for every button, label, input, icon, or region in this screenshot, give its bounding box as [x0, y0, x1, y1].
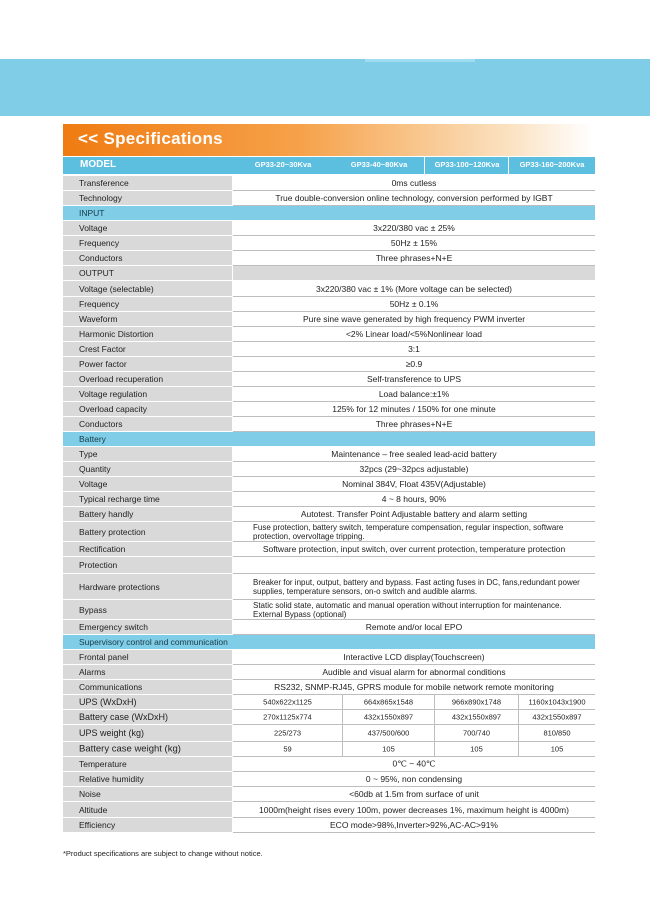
row-label: Voltage regulation [79, 389, 148, 399]
row-label: Conductors [79, 253, 123, 263]
model-value: 105 [550, 744, 564, 754]
row-label: Bypass [79, 604, 107, 615]
table-row [63, 477, 595, 492]
model-value: 437/500/600 [367, 728, 410, 738]
model-divider [424, 157, 425, 174]
row-value-cell [233, 695, 595, 710]
model-value-cell [435, 695, 519, 709]
row-value-cell [233, 342, 595, 357]
model-value-cell [233, 710, 343, 724]
row-label: Noise [79, 789, 101, 799]
row-value-cell [233, 281, 595, 297]
row-label-cell [63, 462, 232, 477]
row-value: Three phrases+N+E [375, 419, 453, 429]
table-row [63, 342, 595, 357]
row-label-cell [63, 574, 232, 600]
model-value-cell [519, 742, 595, 756]
table-row [63, 680, 595, 695]
row-label: UPS weight (kg) [79, 728, 145, 738]
row-label: Typical recharge time [79, 494, 160, 504]
table-row [63, 462, 595, 477]
section-label-cell [63, 266, 232, 281]
specifications-title: << Specifications [78, 129, 223, 148]
table-row [63, 725, 595, 742]
model-value: 432x1550x897 [363, 712, 414, 722]
row-value-cell [233, 297, 595, 312]
table-row [63, 191, 595, 206]
row-label: Overload recuperation [79, 374, 164, 384]
row-value: Self-transference to UPS [366, 374, 461, 384]
table-row [63, 357, 595, 372]
row-value: 1000m(height rises every 100m, power decreases 1%, maximum height is 4000m) [259, 804, 569, 815]
row-label: Alarms [79, 667, 106, 677]
row-value-cell [233, 600, 595, 620]
table-row [63, 574, 595, 600]
row-label: Power factor [79, 359, 127, 369]
section-title: INPUT [79, 208, 105, 218]
model-value-cell [519, 695, 595, 709]
row-value-cell [233, 802, 595, 818]
row-label-cell [63, 251, 232, 266]
model-label: MODEL [80, 159, 117, 170]
table-row [63, 650, 595, 665]
row-label-cell [63, 492, 232, 507]
row-value: Nominal 384V, Float 435V(Adjustable) [342, 479, 486, 489]
model-value: 810/850 [543, 728, 571, 738]
model-value: 105 [382, 744, 395, 754]
model-value: 540x622x1125 [263, 697, 312, 707]
footnote: *Product specifications are subject to change without notice. [63, 849, 263, 858]
row-label-cell [63, 557, 232, 574]
row-value: RS232, SNMP-RJ45, GPRS module for mobile network remote monitoring [274, 682, 554, 692]
table-row [63, 492, 595, 507]
section-header [63, 266, 595, 281]
row-label-cell [63, 312, 232, 327]
top-banner-tab [365, 59, 475, 62]
row-value-cell [233, 357, 595, 372]
row-value: <2% Linear load/<5%Nonlinear load [345, 329, 483, 339]
row-value: Remote and/or local EPO [365, 622, 463, 632]
row-label-cell [63, 787, 232, 802]
row-label: Efficiency [79, 820, 116, 830]
row-value-cell [233, 477, 595, 492]
row-label-cell [63, 772, 232, 787]
row-label-cell [63, 650, 232, 665]
row-label: Battery protection [79, 526, 146, 537]
row-label: Battery case (WxDxH) [79, 712, 169, 722]
row-value: 3x220/380 vac ± 1% (More voltage can be selected) [315, 283, 513, 294]
row-value-cell [233, 680, 595, 695]
row-label-cell [63, 710, 232, 725]
row-value-cell [233, 787, 595, 802]
row-label: Relative humidity [79, 774, 144, 784]
table-row [63, 802, 595, 818]
row-label-cell [63, 477, 232, 492]
table-row [63, 236, 595, 251]
row-label-cell [63, 221, 232, 236]
section-header [63, 432, 595, 446]
section-title: Supervisory control and communication [79, 637, 228, 647]
row-label: Emergency switch [79, 622, 148, 632]
row-label: Battery case weight (kg) [79, 743, 181, 755]
row-label-cell [63, 372, 232, 387]
table-row [63, 557, 595, 574]
row-label-cell [63, 191, 232, 206]
row-value-cell [233, 312, 595, 327]
row-value: 32pcs (29~32pcs adjustable) [359, 464, 469, 474]
row-value-cell [233, 710, 595, 725]
row-label-cell [63, 342, 232, 357]
row-value-cell [233, 757, 595, 772]
row-value-cell [233, 462, 595, 477]
row-label: UPS (WxDxH) [79, 697, 137, 707]
row-value: 3:1 [408, 344, 420, 354]
row-label-cell [63, 802, 232, 818]
row-label-cell [63, 725, 232, 742]
model-value-cell [435, 742, 519, 756]
row-value: 125% for 12 minutes / 150% for one minute [332, 404, 496, 414]
row-value-cell [233, 665, 595, 680]
section-title: Battery [79, 434, 106, 444]
table-row [63, 710, 595, 725]
row-label-cell [63, 417, 232, 432]
row-value-cell [233, 742, 595, 757]
row-label-cell [63, 818, 232, 833]
section-title: OUTPUT [79, 268, 114, 278]
model-value: 700/740 [462, 728, 491, 738]
row-label: Protection [79, 560, 118, 570]
row-value-cell [233, 417, 595, 432]
table-row [63, 600, 595, 620]
table-row [63, 742, 595, 757]
model-value-cell [519, 710, 595, 724]
top-banner [0, 59, 650, 116]
row-value: Pure sine wave generated by high frequency PWM inverter [302, 314, 526, 324]
section-header [63, 206, 595, 220]
row-value-cell [233, 251, 595, 266]
row-label: Frontal panel [79, 652, 129, 662]
row-label-cell [63, 447, 232, 462]
row-label: Frequency [79, 238, 120, 248]
table-row [63, 695, 595, 710]
row-label: Conductors [79, 419, 123, 429]
row-label: Voltage [79, 479, 108, 489]
row-value-cell [233, 818, 595, 833]
row-label: Voltage [79, 223, 108, 233]
row-value-cell [233, 620, 595, 635]
table-row [63, 665, 595, 680]
table-row [63, 757, 595, 772]
model-value: 966x890x1748 [451, 697, 502, 707]
row-label: Altitude [79, 804, 108, 815]
model-value: 432x1550x897 [451, 712, 502, 722]
row-value: 3x220/380 vac ± 25% [373, 223, 455, 233]
table-row [63, 620, 595, 635]
model-value: 664x865x1548 [363, 697, 414, 707]
row-value-cell [233, 492, 595, 507]
table-row [63, 402, 595, 417]
table-row [63, 522, 595, 542]
row-label-cell [63, 757, 232, 772]
row-label-cell [63, 665, 232, 680]
model-value-cell [435, 710, 519, 724]
row-value-cell [233, 447, 595, 462]
row-label: Quantity [79, 464, 111, 474]
row-value-cell [233, 557, 595, 574]
row-label-cell [63, 387, 232, 402]
row-value-cell [233, 327, 595, 342]
row-label: Temperature [79, 759, 127, 769]
model-value-cell [343, 695, 435, 709]
row-label-cell [63, 680, 232, 695]
row-value: True double-conversion online technology, conversion performed by IGBT [275, 193, 553, 203]
row-label-cell [63, 742, 232, 757]
table-row [63, 327, 595, 342]
row-value-cell [233, 507, 595, 522]
section-header [63, 635, 595, 649]
model-value-cell [519, 725, 595, 741]
row-value: 0 ~ 95%, non condensing [365, 774, 463, 784]
row-label-cell [63, 600, 232, 620]
table-row [63, 447, 595, 462]
row-value: ECO mode>98%,Inverter>92%,AC-AC>91% [330, 820, 498, 830]
model-value-cell [435, 725, 519, 741]
row-value: Maintenance – free sealed lead-acid battery [331, 449, 497, 459]
row-value-cell [233, 772, 595, 787]
row-value: <60db at 1.5m from surface of unit [349, 789, 479, 799]
row-value: 4 ~ 8 hours, 90% [381, 494, 447, 504]
model-value: 105 [470, 744, 483, 754]
table-row [63, 787, 595, 802]
table-row [63, 281, 595, 297]
row-label: Harmonic Distortion [79, 329, 154, 339]
row-label-cell [63, 695, 232, 710]
row-value: Software protection, input switch, over current protection, temperature protection [262, 544, 566, 554]
table-row [63, 417, 595, 432]
model-value-cell [233, 742, 343, 756]
row-label: Voltage (selectable) [79, 283, 154, 294]
model-column-1: GP33-20~30Kva [254, 160, 312, 169]
table-row [63, 176, 595, 191]
row-value: ≥0.9 [405, 359, 423, 369]
row-label: Frequency [79, 299, 120, 309]
row-value-cell [233, 650, 595, 665]
model-value-cell [343, 742, 435, 756]
row-label-cell [63, 176, 232, 191]
table-row [63, 372, 595, 387]
model-value-cell [233, 695, 343, 709]
model-divider [508, 157, 509, 174]
row-value: Static solid state, automatic and manual operation without interruption for maintenance. External Bypass (optional) [253, 600, 562, 619]
model-value: 432x1550x897 [532, 712, 582, 722]
table-row [63, 251, 595, 266]
row-value: Audible and visual alarm for abnormal conditions [322, 667, 506, 677]
table-row [63, 507, 595, 522]
row-label: Waveform [79, 314, 118, 324]
row-value-cell [233, 542, 595, 557]
row-value: 50Hz ± 0.1% [389, 299, 439, 309]
model-value: 59 [283, 744, 292, 754]
model-column-2: GP33-40~80Kva [350, 160, 408, 169]
row-value: 0℃ ~ 40℃ [392, 758, 436, 769]
model-value-cell [343, 710, 435, 724]
row-label-cell [63, 357, 232, 372]
row-value: Fuse protection, battery switch, temperature compensation, regular inspection, software protection, overvoltage tripping. [253, 522, 564, 541]
row-label: Transference [79, 178, 129, 188]
row-value: Interactive LCD display(Touchscreen) [343, 652, 485, 662]
row-value-cell [233, 236, 595, 251]
section-value-cell [233, 266, 595, 281]
model-value-cell [343, 725, 435, 741]
row-label: Hardware protections [79, 581, 160, 592]
row-label-cell [63, 281, 232, 297]
model-value: 225/273 [273, 728, 302, 738]
model-value-cell [233, 725, 343, 741]
row-value-cell [233, 522, 595, 542]
model-value: 270x1125x774 [263, 712, 312, 722]
row-value-cell [233, 221, 595, 236]
row-value-cell [233, 176, 595, 191]
row-label-cell [63, 522, 232, 542]
table-row [63, 312, 595, 327]
row-label-cell [63, 620, 232, 635]
row-label-cell [63, 402, 232, 417]
table-row [63, 387, 595, 402]
row-value: 50Hz ± 15% [390, 238, 438, 248]
row-value-cell [233, 725, 595, 742]
row-label-cell [63, 327, 232, 342]
row-label-cell [63, 542, 232, 557]
row-label: Technology [79, 193, 123, 203]
row-label-cell [63, 507, 232, 522]
row-label-cell [63, 297, 232, 312]
row-label: Type [79, 449, 98, 459]
row-label: Battery handly [79, 509, 134, 519]
row-label: Communications [79, 682, 143, 692]
table-row [63, 542, 595, 557]
model-value: 1160x1043x1900 [528, 697, 586, 707]
table-row [63, 221, 595, 236]
model-column-3: GP33-100~120Kva [434, 160, 500, 169]
table-row [63, 297, 595, 312]
model-column-4: GP33-160~200Kva [519, 160, 585, 169]
row-label-cell [63, 236, 232, 251]
row-value-cell [233, 387, 595, 402]
row-value-cell [233, 372, 595, 387]
row-value: 0ms cutless [391, 178, 437, 188]
row-value-cell [233, 402, 595, 417]
row-value: Three phrases+N+E [375, 253, 453, 263]
row-label: Overload capacity [79, 404, 148, 414]
row-value-cell [233, 574, 595, 600]
row-label: Rectification [79, 544, 126, 554]
row-value: Breaker for input, output, battery and bypass. Fast acting fuses in DC, fans,redundant power supplies, temperature sensors, on-o switch and audible alarms. [253, 577, 580, 596]
row-value: Autotest. Transfer Point Adjustable battery and alarm setting [300, 509, 528, 519]
table-row [63, 772, 595, 787]
row-value: Load balance:±1% [378, 389, 450, 399]
row-value-cell [233, 191, 595, 206]
table-row [63, 818, 595, 833]
row-label: Crest Factor [79, 344, 126, 354]
